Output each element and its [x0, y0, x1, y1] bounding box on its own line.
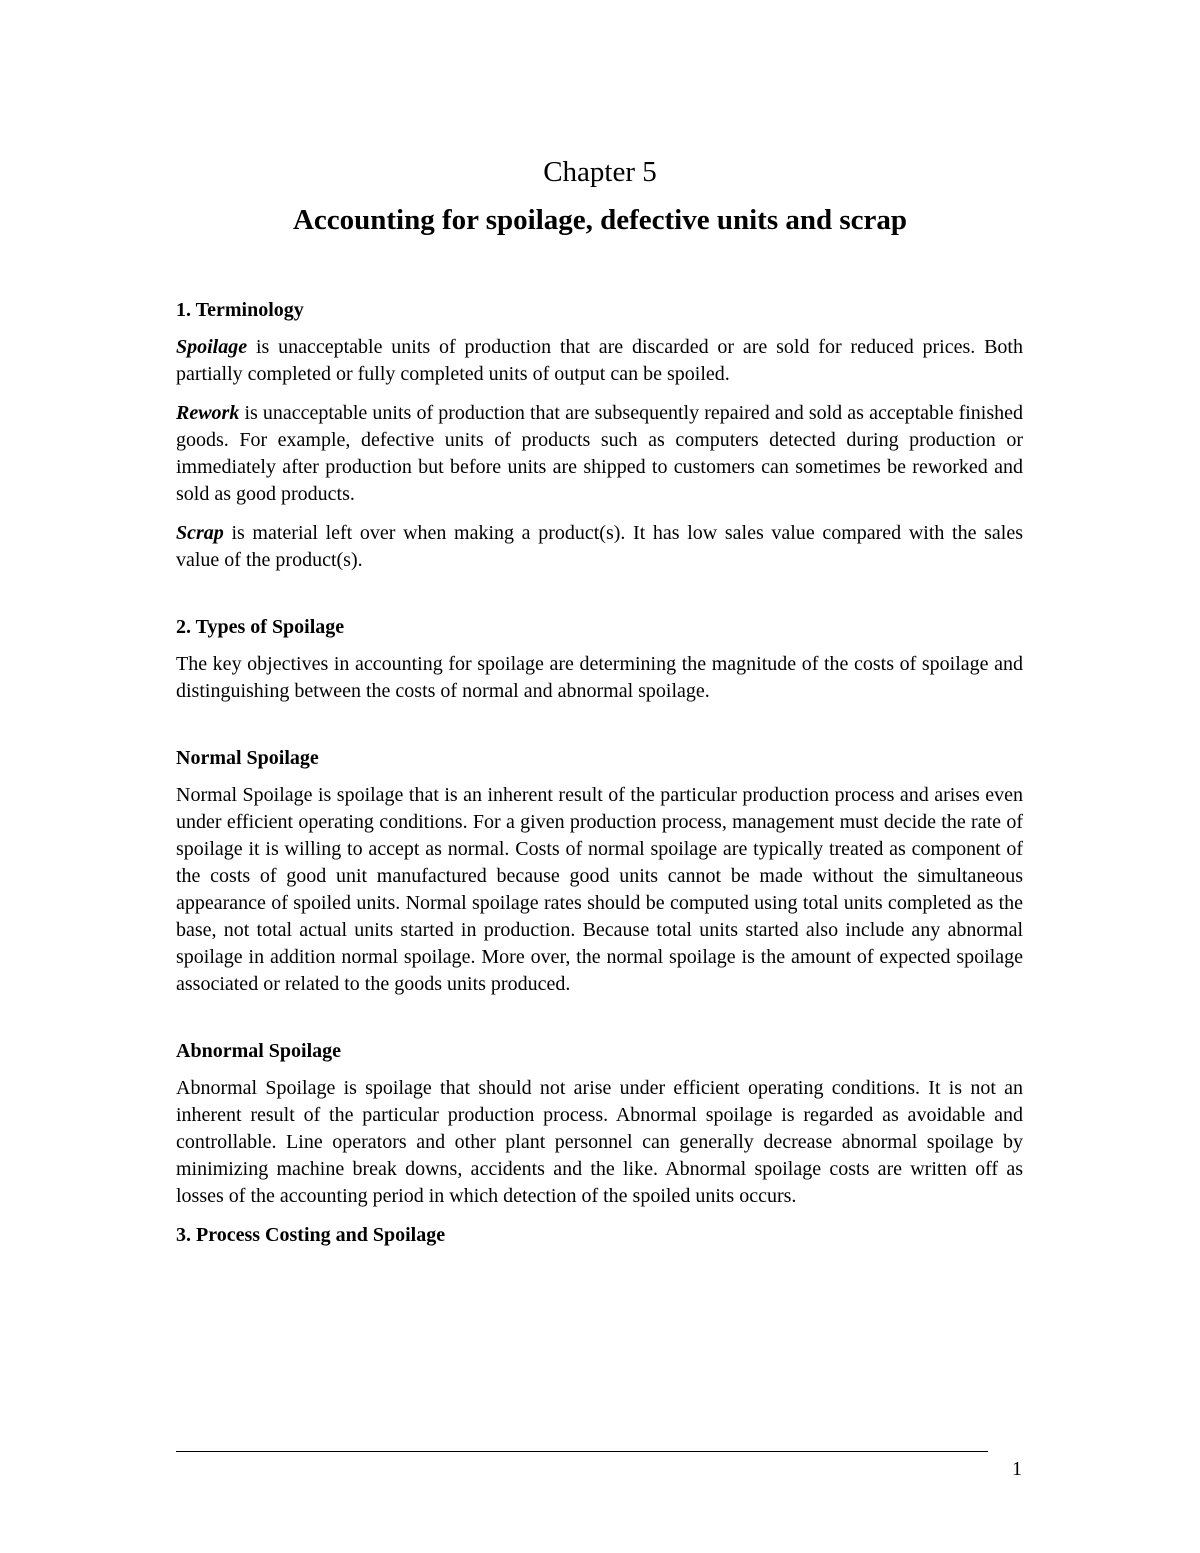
chapter-number: Chapter 5: [543, 156, 657, 188]
term-scrap: Scrap: [176, 522, 224, 544]
section-heading-normal-spoilage: Normal Spoilage: [176, 747, 319, 769]
document-body: [176, 297, 1023, 1249]
paragraph-spoilage-definition: [176, 334, 1023, 388]
term-rework: Rework: [176, 402, 240, 424]
paragraph-types-of-spoilage: The key objectives in accounting for spoilage are determining the magnitude of the costs of spoilage and distinguishing between the costs of normal and abnormal spoilage.: [176, 653, 1023, 702]
section-heading-abnormal-spoilage: Abnormal Spoilage: [176, 1040, 342, 1062]
spoilage-definition-text: is unacceptable units of production that are discarded or are sold for reduced prices. Both partially completed or fully completed units of output can be spoiled.: [176, 336, 1023, 385]
rework-definition-text: is unacceptable units of production that are subsequently repaired and sold as acceptable finished goods. For example, defective units of products such as computers detected during production or immediately after production but before units are shipped to customers can sometimes be reworked and sold as good products.: [176, 402, 1023, 505]
page-number: 1: [1012, 1458, 1022, 1480]
paragraph-abnormal-spoilage: Abnormal Spoilage is spoilage that should not arise under efficient operating conditions. It is not an inherent result of the particular production process. Abnormal spoilage is regarded as avoidable and controllable. Line operators and other plant personnel can generally decrease abnormal spoilage by minimizing machine break downs, accidents and the like. Abnormal spoilage costs are written off as losses of the accounting period in which detection of the spoiled units occurs.: [176, 1077, 1023, 1207]
paragraph-scrap-definition: [176, 520, 1023, 574]
section-heading-types-of-spoilage: 2. Types of Spoilage: [176, 616, 345, 638]
paragraph-rework-definition: [176, 400, 1023, 508]
chapter-title: Accounting for spoilage, defective units and scrap: [292, 204, 908, 236]
paragraph-normal-spoilage: Normal Spoilage is spoilage that is an inherent result of the particular production process and arises even under efficient operating conditions. For a given production process, management must decide the rate of spoilage it is willing to accept as normal. Costs of normal spoilage are typically treated as component of the costs of good unit manufactured because good units cannot be made without the simultaneous appearance of spoiled units. Normal spoilage rates should be computed using total units completed as the base, not total actual units started in production. Because total units started also include any abnormal spoilage in addition normal spoilage. More over, the normal spoilage is the amount of expected spoilage associated or related to the goods units produced.: [176, 784, 1023, 995]
footer-divider: [176, 1451, 988, 1452]
section-heading-process-costing: 3. Process Costing and Spoilage: [176, 1224, 446, 1246]
term-spoilage: Spoilage: [176, 336, 248, 358]
section-heading-terminology: 1. Terminology: [176, 299, 304, 321]
scrap-definition-text: is material left over when making a product(s). It has low sales value compared with the sales value of the product(s).: [176, 522, 1023, 571]
